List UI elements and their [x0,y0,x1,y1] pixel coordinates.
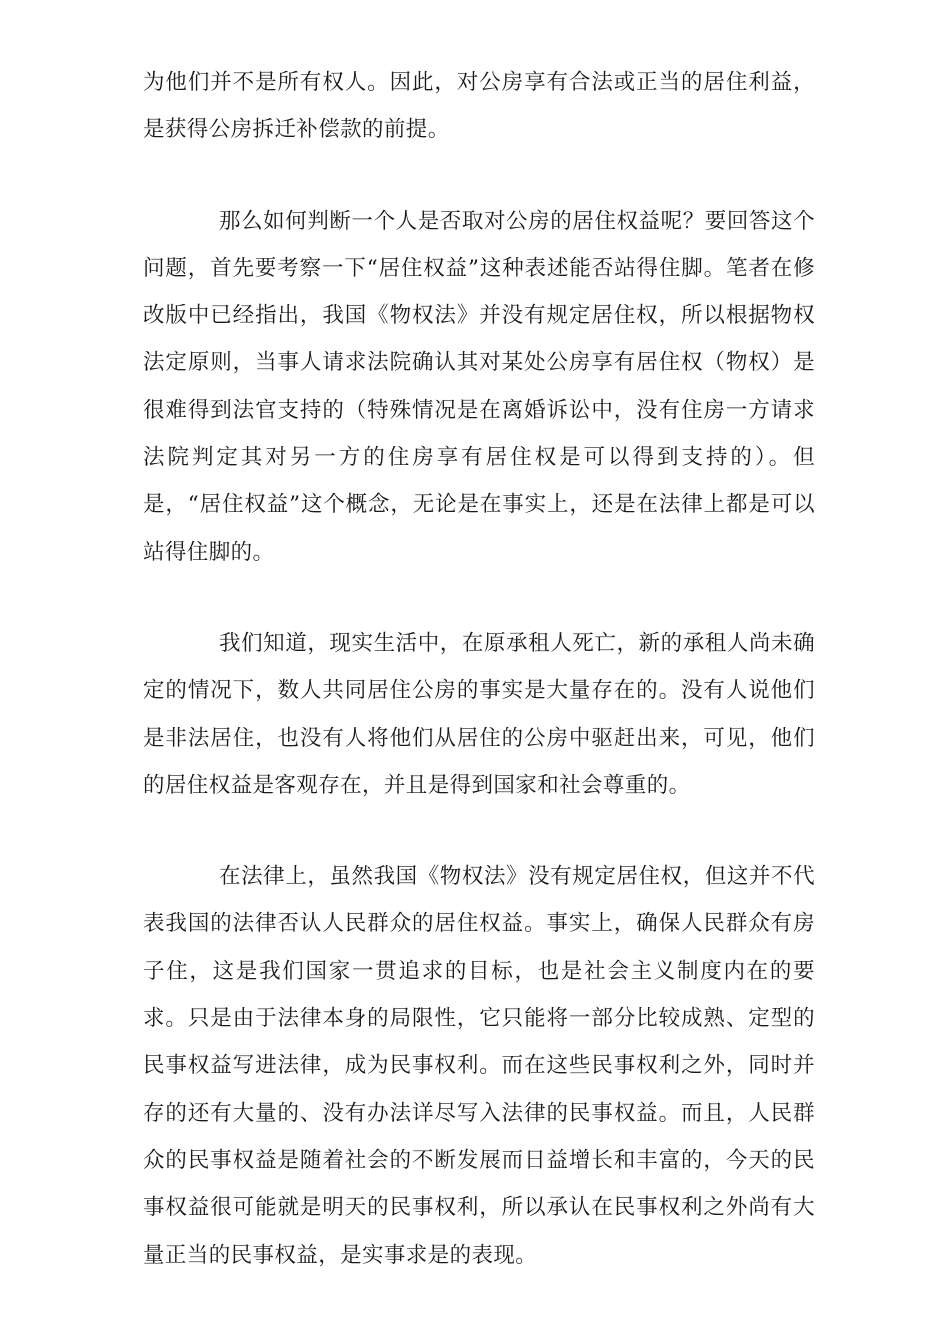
paragraph-gap [143,154,815,198]
paragraph-continuation: 为他们并不是所有权人。因此，对公房享有合法或正当的居住利益，是获得公房拆迁补偿款的前提。 [143,70,815,143]
paragraph-gap [143,576,815,620]
paragraph-legal-residence: 在法律上，虽然我国《物权法》没有规定居住权，但这并不代表我国的法律否认人民群众的居住权益。事实上，确保人民群众有房子住，这是我们国家一贯追求的目标，也是社会主义制度内在的要求。只是由于法律本身的局限性，它只能将一部分比较成熟、定型的民事权益写进法律，成为民事权利。而在这些民事权利之外，同时并存的还有大量的、没有办法详尽写入法律的民事权益。而且，人民群众的民事权益是随着社会的不断发展而日益增长和丰富的，今天的民事权益很可能就是明天的民事权利，所以承认在民事权利之外尚有大量正当的民事权益，是实事求是的表现。 [143,864,815,1268]
document-page [143,59,815,1279]
paragraph-factual-residence: 我们知道，现实生活中，在原承租人死亡，新的承租人尚未确定的情况下，数人共同居住公房的事实是大量存在的。没有人说他们是非法居住，也没有人将他们从居住的公房中驱赶出来，可见，他们的居住权益是客观存在，并且是得到国家和社会尊重的。 [143,630,815,798]
paragraph-gap [143,809,815,853]
paragraph-residence-rights-question: 那么如何判断一个人是否取对公房的居住权益呢？要回答这个问题，首先要考察一下“居住权益”这种表述能否站得住脚。笔者在修改版中已经指出，我国《物权法》并没有规定居住权，所以根据物权法定原则，当事人请求法院确认其对某处公房享有居住权（物权）是很难得到法官支持的（特殊情况是在离婚诉讼中，没有住房一方请求法院判定其对另一方的住房享有居住权是可以得到支持的）。但是，“居住权益”这个概念，无论是在事实上，还是在法律上都是可以站得住脚的。 [143,208,815,565]
